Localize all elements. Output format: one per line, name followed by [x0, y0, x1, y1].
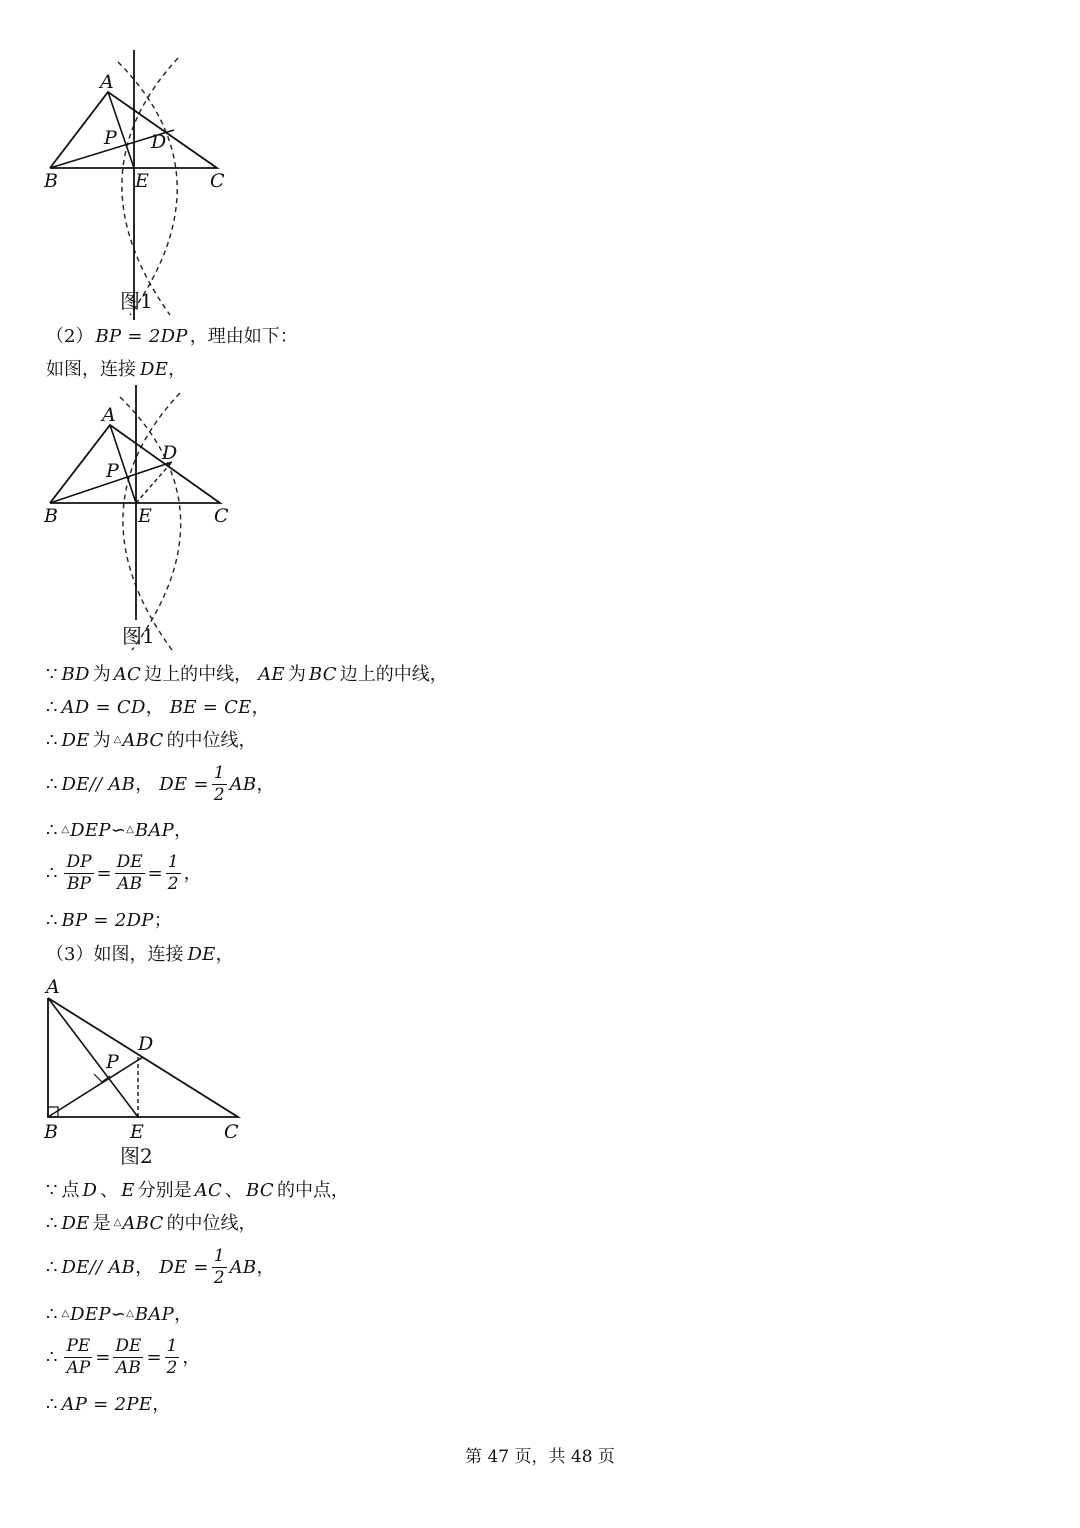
part2-line1: ∵ BD 为 AC 边上的中线， AE 为 BC 边上的中线， [46, 664, 448, 685]
label-b: B [44, 1121, 58, 1143]
label-p: P [106, 460, 119, 482]
figure-caption: 图2 [120, 1144, 153, 1168]
figure-1-second [30, 385, 270, 655]
label-a: A [46, 976, 60, 998]
part2-line5: ∴ △ DEP∽ △ BAP ， [46, 820, 193, 841]
label-e: E [138, 505, 152, 527]
fraction: $\frac{1}{2}$ [166, 1336, 178, 1378]
fraction: $\frac{1}{2}$ [213, 1246, 225, 1288]
label-c: C [210, 170, 225, 192]
label-d: D [162, 442, 178, 464]
fraction: $\frac{DP}{BP}$ [66, 852, 92, 894]
figure-2 [30, 970, 270, 1170]
part3-line6: ∴ AP = 2PE ， [46, 1394, 171, 1415]
label-d: D [151, 131, 167, 153]
label-b: B [44, 505, 58, 527]
label-a: A [102, 404, 116, 426]
part3-line2: ∴ DE 是 △ ABC 的中位线， [46, 1213, 257, 1234]
fraction: $\frac{1}{2}$ [213, 763, 225, 805]
label-p: P [104, 127, 117, 149]
right-angle-marker-p [94, 1074, 110, 1082]
segment-ae [48, 998, 138, 1117]
construction-arc-left [122, 58, 178, 315]
label-e: E [130, 1121, 144, 1143]
triangle-abc [50, 425, 220, 503]
fraction: $\frac{PE}{AP}$ [66, 1336, 91, 1378]
fraction: $\frac{DE}{AB}$ [115, 1336, 142, 1378]
label-a: A [100, 71, 114, 93]
part2-connect: 如图，连接 DE ， [46, 359, 187, 380]
figure-1-top [30, 50, 270, 320]
page-footer: 第 47 页，共 48 页 [465, 1447, 615, 1467]
label-b: B [44, 170, 58, 192]
part3-line5: ∴ $\frac{PE}{AP}$ = $\frac{DE}{AB}$ = $\frac{1}{2}$ ， [46, 1336, 201, 1378]
label-c: C [214, 505, 229, 527]
part2-line6: ∴ $\frac{DP}{BP}$ = $\frac{DE}{AB}$ = $\frac{1}{2}$ ， [46, 852, 202, 894]
part2-heading: （2） BP = 2DP ，理由如下： [46, 326, 298, 347]
label-c: C [224, 1121, 239, 1143]
label-p: P [106, 1051, 119, 1073]
part3-line3: ∴ DE// AB ， DE = $\frac{1}{2}$ AB ， [46, 1246, 275, 1288]
fraction: $\frac{DE}{AB}$ [116, 852, 143, 894]
figure-caption: 图1 [122, 624, 155, 648]
figure-caption: 图1 [120, 289, 153, 313]
part2-line3: ∴ DE 为 △ ABC 的中位线， [46, 730, 257, 751]
part3-line1: ∵ 点 D 、 E 分别是 AC 、 BC 的中点， [46, 1180, 349, 1201]
part2-line4: ∴ DE// AB ， DE = $\frac{1}{2}$ AB ， [46, 763, 275, 805]
segment-bd [48, 1057, 143, 1117]
label-d: D [138, 1033, 154, 1055]
label-e: E [135, 170, 149, 192]
part3-line4: ∴ △ DEP∽ △ BAP ， [46, 1304, 193, 1325]
part3-heading: （3） 如图，连接 DE ， [46, 944, 234, 965]
fraction: $\frac{1}{2}$ [167, 852, 179, 894]
part2-line7: ∴ BP = 2DP ； [46, 910, 172, 931]
part2-line2: ∴ AD = CD ， BE = CE ， [46, 697, 270, 718]
